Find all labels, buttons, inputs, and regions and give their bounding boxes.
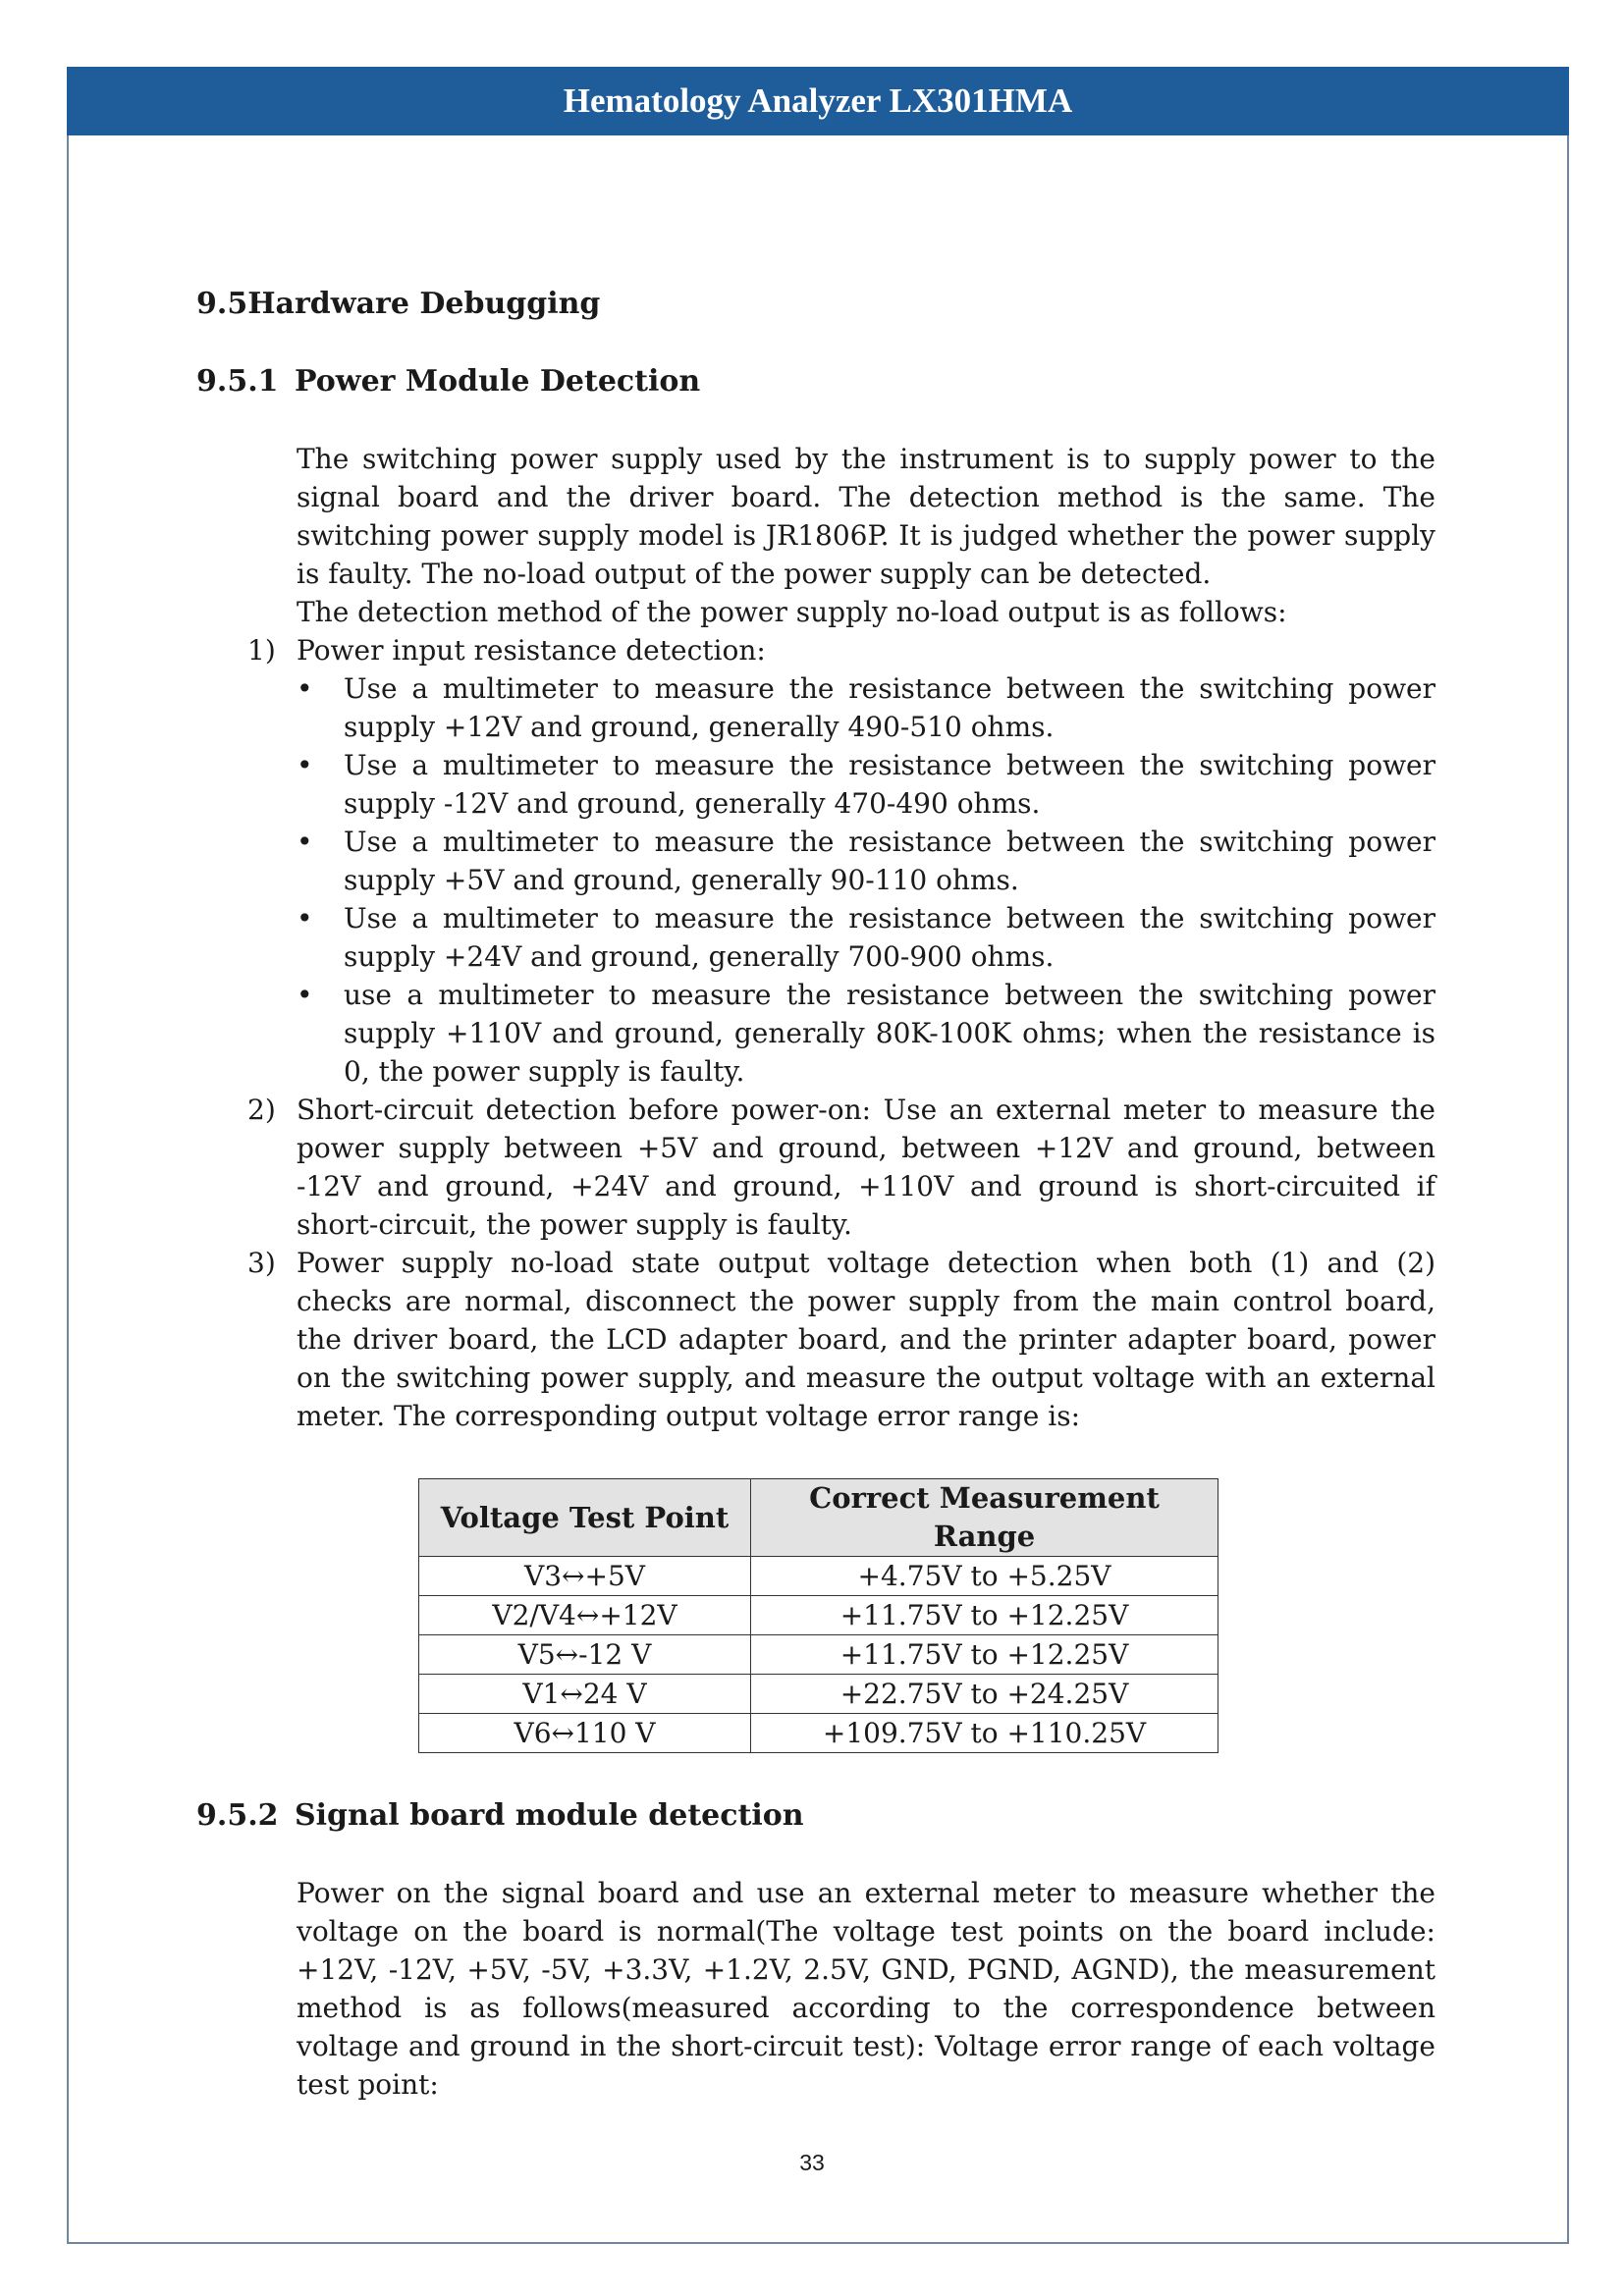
- section-heading: [196, 285, 1435, 323]
- intro-block: [297, 440, 1435, 631]
- bullet-text: Use a multimeter to measure the resistance between the switching power supply +12V and ground, generally 490-510 ohms.: [344, 672, 1435, 743]
- bullet-icon: •: [297, 902, 313, 934]
- subsection-heading-signal: [196, 1796, 1435, 1835]
- bullet-icon: •: [297, 749, 313, 781]
- page-number: 33: [799, 2150, 825, 2175]
- table-cell: +11.75V to +12.25V: [751, 1596, 1218, 1635]
- bullet-text: use a multimeter to measure the resistance between the switching power supply +110V and ground, generally 80K-100K ohms; when the resistance is 0, the power supply is faulty.: [344, 979, 1435, 1088]
- table-header-row: [419, 1479, 1218, 1557]
- subsection-number: 9.5.1: [196, 364, 279, 399]
- table-row: [419, 1557, 1218, 1596]
- bullet-item: [295, 899, 1435, 976]
- method-intro: The detection method of the power supply no-load output is as follows:: [297, 596, 1287, 628]
- bullet-item: [295, 823, 1435, 899]
- signal-paragraph: Power on the signal board and use an external meter to measure whether the voltage on the board is normal(The voltage test points on the board include: +12V, -12V, +5V, -5V, +3.3V, +1.2V, 2.5V, GND, PGND, AGND), the measurement method is as follows(measured according to the correspondence between voltage and ground in the short-circuit test): Voltage error range of each voltage test point:: [297, 1877, 1435, 2101]
- table-cell: V1↔24 V: [419, 1675, 751, 1714]
- bullet-icon: •: [297, 979, 313, 1011]
- column-header: Correct Measurement Range: [751, 1479, 1218, 1557]
- bullet-item: [295, 669, 1435, 746]
- subsection-title: Power Module Detection: [295, 364, 701, 399]
- list-marker: 1): [247, 634, 276, 667]
- table-row: [419, 1596, 1218, 1635]
- table-cell: V5↔-12 V: [419, 1635, 751, 1675]
- bullet-icon: •: [297, 672, 313, 705]
- list-marker: 2): [247, 1094, 276, 1126]
- table-cell: +11.75V to +12.25V: [751, 1635, 1218, 1675]
- table-row: [419, 1675, 1218, 1714]
- bullet-text: Use a multimeter to measure the resistance between the switching power supply +5V and ground, generally 90-110 ohms.: [344, 826, 1435, 896]
- signal-block: [297, 1874, 1435, 2104]
- header-title: Hematology Analyzer LX301HMA: [563, 81, 1073, 120]
- list-text: Power supply no-load state output voltage detection when both (1) and (2) checks are normal, disconnect the power supply from the main control board, the driver board, the LCD adapter board, and the printer adapter board, power on the switching power supply, and measure the output voltage with an external meter. The corresponding output voltage error range is:: [297, 1247, 1435, 1432]
- table-cell: V6↔110 V: [419, 1714, 751, 1753]
- table-cell: V3↔+5V: [419, 1557, 751, 1596]
- list-marker: 3): [247, 1247, 276, 1279]
- section-number: 9.5: [196, 287, 248, 321]
- page-header: [67, 67, 1569, 135]
- table-cell: +4.75V to +5.25V: [751, 1557, 1218, 1596]
- table-row: [419, 1714, 1218, 1753]
- list-item: [247, 1091, 1435, 1244]
- bullet-text: Use a multimeter to measure the resistance between the switching power supply +24V and ground, generally 700-900 ohms.: [344, 902, 1435, 973]
- column-header: Voltage Test Point: [419, 1479, 751, 1557]
- table-row: [419, 1635, 1218, 1675]
- list-text: Power input resistance detection:: [297, 634, 766, 667]
- bullet-icon: •: [297, 826, 313, 858]
- subsection-heading-power: [196, 362, 1435, 400]
- list-item: [247, 1244, 1435, 1435]
- main-content: [196, 285, 1435, 2104]
- table-cell: V2/V4↔+12V: [419, 1596, 751, 1635]
- intro-paragraph: The switching power supply used by the instrument is to supply power to the signal board and the driver board. The detection method is the same. The switching power supply model is JR1806P. It is judged whether the power supply is faulty. The no-load output of the power supply can be detected.: [297, 443, 1435, 590]
- table-cell: +22.75V to +24.25V: [751, 1675, 1218, 1714]
- section-title: Hardware Debugging: [247, 287, 601, 321]
- subsection-number: 9.5.2: [196, 1798, 279, 1833]
- list-text: Short-circuit detection before power-on: Use an external meter to measure the power supply between +5V and ground, between +12V and ground, between -12V and ground, +24V and ground, +110V and ground is short-circuited if short-circuit, the power supply is faulty.: [297, 1094, 1435, 1241]
- bullet-text: Use a multimeter to measure the resistance between the switching power supply -12V and ground, generally 470-490 ohms.: [344, 749, 1435, 820]
- subsection-title: Signal board module detection: [295, 1798, 804, 1833]
- bullet-item: [295, 976, 1435, 1091]
- voltage-table: [418, 1478, 1218, 1753]
- bullet-list: [295, 669, 1435, 1091]
- bullet-item: [295, 746, 1435, 823]
- table-cell: +109.75V to +110.25V: [751, 1714, 1218, 1753]
- list-item: [247, 631, 1435, 669]
